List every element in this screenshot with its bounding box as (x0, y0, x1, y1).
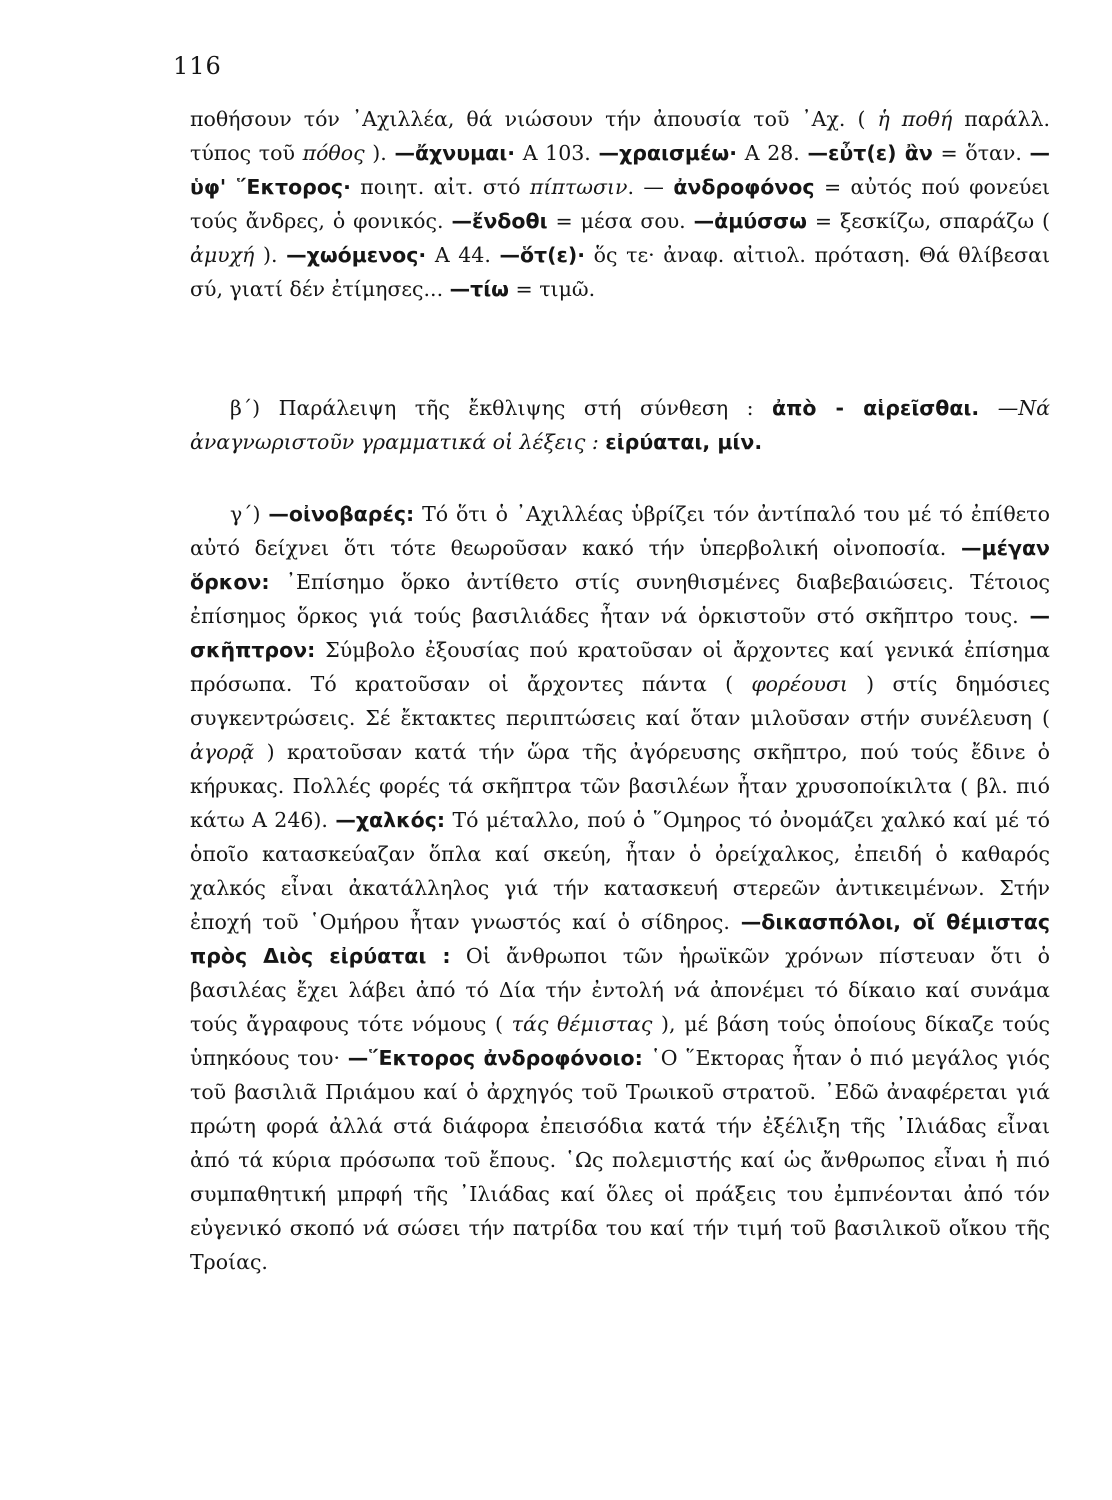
text-run: ). (364, 141, 395, 165)
headword: —τίω (449, 277, 509, 301)
text-run: ῾Ο ῞Εκτορας ἦταν ὁ πιό μεγάλος γιός τοῦ βασιλιᾶ Πριάμου καί ὁ ἀρχηγός τοῦ Τρωικοῦ στρατοῦ. ᾿Εδῶ ἀναφέρεται γιά πρώτη φορά ἀλλά στά διάφορα ἐπεισόδια κατά τήν ἐξέλιξη τῆς ᾿Ιλιάδας εἶναι ἀπό τά κύρια πρόσωπα τοῦ ἔπους. ῾Ως πολεμιστής καί ὡς ἄνθρωπος εἶναι ἡ πιό συμπαθητική μπρφή τῆς ᾿Ιλιάδας καί ὅλες οἱ πράξεις του ἐμπνέονται ἀπό τόν εὐγενικό σκοπό νά σώσει τήν πατρίδα του καί τήν τιμή τοῦ βασιλικοῦ οἴκου τῆς Τροίας. (190, 1046, 1051, 1274)
text-run: . — (627, 175, 674, 199)
text-run: Τό ὅτι ὁ ᾿Αχιλλέας ὑβρίζει τόν ἀντίπαλό του μέ τό ἐπίθετο αὐτό δείχνει ὅτι τότε θεωροῦσαν κακό τήν ὑπερβολική οἰνοποσία. (190, 502, 1050, 560)
text-run: παράλλ. τύπος τοῦ (190, 107, 1050, 165)
text-run: γ΄) (230, 502, 269, 526)
commentary-paragraph (190, 497, 1050, 1279)
headword: —῞Εκτορος ἀνδροφόνοιο: (347, 1046, 643, 1070)
headword: —ἔνδοθι (451, 209, 548, 233)
italic-term: ἀγορᾷ (190, 740, 255, 764)
italic-term: πίπτωσιν (529, 175, 628, 199)
headword: —οἰνοβαρές: (268, 502, 415, 526)
italic-term: τάς θέμιστας (511, 1012, 653, 1036)
text-run: Οἱ ἄνθρωποι τῶν ἡρωϊκῶν χρόνων πίστευαν ὅτι ὁ βασιλέας ἔχει λάβει ἀπό τό Δία τήν ἐντολή νά ἀπονέμει τό δίκαιο καί συνάμα τούς ἄγραφους τότε νόμους ( (190, 944, 1050, 1036)
text-run: = ὅταν. (932, 141, 1030, 165)
glossary-paragraph-1 (190, 102, 1050, 306)
page-number: 116 (173, 52, 222, 80)
grammar-exercise-paragraph (190, 391, 1050, 459)
italic-term: φορέουσι (751, 672, 848, 696)
text-run: ) στίς δημόσιες συγκεντρώσεις. Σέ ἔκτακτες περιπτώσεις καί ὅταν μιλοῦσαν στήν συνέλευση ( (190, 672, 1050, 730)
text-run: β΄) Παράλειψη τῆς ἔκθλιψης στή σύνθεση : (230, 396, 773, 420)
text-run: ὅς τε· ἀναφ. αἰτιολ. πρόταση. Θά θλίβεσαι σύ, γιατί δέν ἐτίμησες... (190, 243, 1050, 301)
text-run: Α 103. (515, 141, 599, 165)
headword: —δικασπόλοι, οἵ θέμιστας πρὸς Διὸς εἰρύαται : (190, 910, 1050, 968)
headword: —εὖτ(ε) ἂν (807, 141, 933, 165)
text-run: ποθήσουν τόν ᾿Αχιλλέα, θά νιώσουν τήν ἀπουσία τοῦ ᾿Αχ. ( (190, 107, 878, 131)
headword: —ἀμύσσω (693, 209, 807, 233)
text-run: = ξεσκίζω, σπαράζω ( (806, 209, 1051, 233)
text-run: ᾿Επίσημο ὅρκο ἀντίθετο στίς συνηθισμένες διαβεβαιώσεις. Τέτοιος ἐπίσημος ὅρκος γιά τούς βασιλιάδες ἦταν νά ὁρκιστοῦν στό σκῆπτρο τους. (190, 570, 1050, 628)
italic-term: ἀμυχή (190, 243, 255, 267)
text-run: ) κρατοῦσαν κατά τήν ὥρα τῆς ἀγόρευσης σκῆπτρο, πού τούς ἔδινε ὁ κήρυκας. Πολλές φορές τά σκῆπτρα τῶν βασιλέων ἦταν χρυσοποίκιλτα ( βλ. πιό κάτω Α 246). (190, 740, 1050, 832)
text-run: = τιμῶ. (509, 277, 596, 301)
text-run (979, 396, 998, 420)
headword: —ἄχνυμαι· (394, 141, 516, 165)
headword: —χαλκός: (335, 808, 446, 832)
text-run: ποιητ. αἰτ. στό (350, 175, 530, 199)
headword: —χραισμέω· (598, 141, 738, 165)
text-run: = μέσα σου. (547, 209, 694, 233)
text-run: = αὐτός πού φονεύει τούς ἄνδρες, ὁ φονικός. (190, 175, 1050, 233)
headword: —σκῆπτρον: (190, 604, 1050, 662)
text-run: Τό μέταλλο, πού ὁ ῞Ομηρος τό ὀνομάζει χαλκό καί μέ τό ὁποῖο κατασκεύαζαν ὅπλα καί σκεύη, ἦταν ὁ ὀρείχαλκος, ἐπειδή ὁ καθαρός χαλκός εἶναι ἀκατάλληλος γιά τήν κατασκευή στερεῶν ἀντικειμένων. Στήν ἐποχή τοῦ ῾Ομήρου ἦταν γνωστός καί ὁ σίδηρος. (190, 808, 1050, 934)
italic-term: —Νά ἀναγνωριστοῦν γραμματικά οἱ λέξεις : (190, 396, 1050, 454)
italic-term: πόθος (302, 141, 365, 165)
text-run: Α 44. (426, 243, 500, 267)
headword: —χωόμενος· (286, 243, 427, 267)
headword: —ὅτ(ε)· (499, 243, 586, 267)
headword: εἰρύαται, μίν. (605, 430, 763, 454)
text-run: Α 28. (737, 141, 808, 165)
headword: —ὑφ' ῞Εκτορος· (190, 141, 1051, 199)
italic-term: ἡ ποθή (877, 107, 953, 131)
headword: ἀνδροφόνος (673, 175, 815, 199)
headword: —μέγαν ὅρκον: (190, 536, 1050, 594)
text-run: Σύμβολο ἐξουσίας πού κρατοῦσαν οἱ ἄρχοντες καί γενικά ἐπίσημα πρόσωπα. Τό κρατοῦσαν οἱ ἄρχοντες πάντα ( (190, 638, 1050, 696)
headword: ἀπὸ - αἱρεῖσθαι. (772, 396, 980, 420)
text-run: ). (254, 243, 287, 267)
text-run: ), μέ βάση τούς ὁποίους δίκαζε τούς ὑπηκόους του· (190, 1012, 1050, 1070)
